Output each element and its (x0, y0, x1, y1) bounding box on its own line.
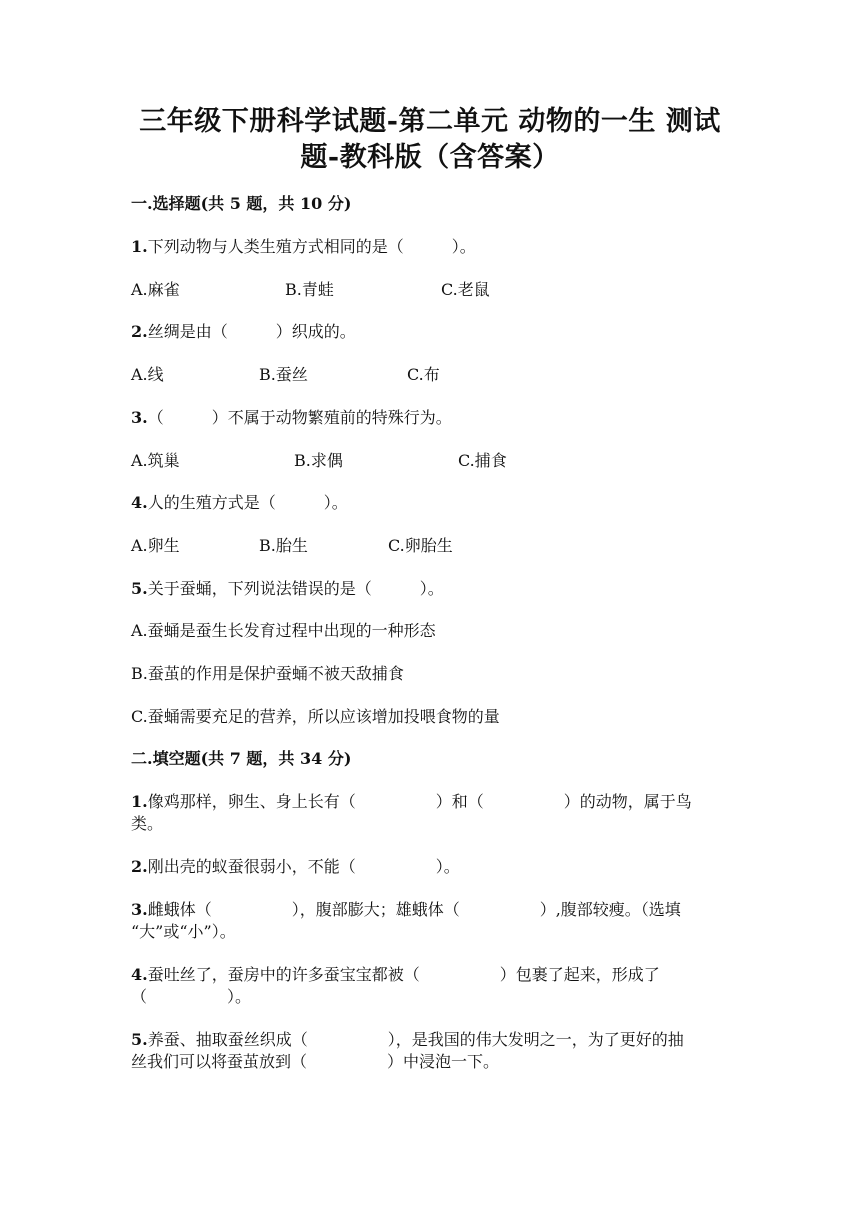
section-heading-choice: 一.选择题(共 5 题，共 10 分) (131, 194, 352, 213)
section-heading-fill: 二.填空题(共 7 题，共 34 分) (131, 749, 352, 768)
question-1-2 (131, 321, 731, 343)
question-2-3 (131, 899, 731, 921)
option-a: A.线 (131, 365, 164, 384)
question-text: 关于蚕蛹，下列说法错误的是（ ）。 (147, 579, 444, 598)
question-1-3 (131, 407, 731, 429)
question-number: 1. (131, 792, 148, 811)
option-a: A.筑巢 (131, 451, 180, 470)
question-number: 2. (131, 322, 148, 341)
question-text: 丝绸是由（ ）织成的。 (147, 322, 356, 341)
question-text: （ ）不属于动物繁殖前的特殊行为。 (147, 408, 452, 427)
option-b: B.青蛙 (285, 280, 334, 299)
question-text-line-1: 蚕吐丝了，蚕房中的许多蚕宝宝都被（ ）包裹了起来，形成了 (147, 965, 660, 984)
question-2-5 (131, 1029, 731, 1051)
question-text-line-1: 养蚕、抽取蚕丝织成（ ），是我国的伟大发明之一，为了更好的抽 (147, 1030, 684, 1049)
option-a: A.麻雀 (131, 280, 180, 299)
question-text-line-1: 刚出壳的蚁蚕很弱小，不能（ ）。 (147, 857, 460, 876)
question-2-1 (131, 791, 731, 813)
option-c: C.布 (407, 365, 440, 384)
question-number: 1. (131, 237, 148, 256)
question-text-line-1: 像鸡那样，卵生、身上长有（ ）和（ ）的动物，属于鸟 (147, 792, 692, 811)
question-number: 3. (131, 900, 148, 919)
question-number: 5. (131, 579, 148, 598)
question-1-5 (131, 578, 731, 600)
question-text: 人的生殖方式是（ ）。 (147, 493, 348, 512)
question-2-3-cont: “大”或“小”）。 (131, 922, 236, 941)
title-line-1: 三年级下册科学试题-第二单元 动物的一生 测试 (139, 106, 721, 137)
option-c: C.捕食 (458, 451, 507, 470)
question-text-line-1: 雌蛾体（ ），腹部膨大；雄蛾体（ ）,腹部较瘦。（选填 (147, 900, 681, 919)
option-b: B.胎生 (259, 536, 308, 555)
option-a: A.卵生 (131, 536, 180, 555)
question-2-2 (131, 856, 731, 878)
title-line-2: 题-教科版（含答案） (300, 142, 560, 173)
question-number: 4. (131, 493, 148, 512)
question-1-4 (131, 492, 731, 514)
option-b: B.蚕丝 (259, 365, 308, 384)
question-2-4 (131, 964, 731, 986)
option-b: B.蚕茧的作用是保护蚕蛹不被天敌捕食 (131, 664, 404, 683)
question-1-1 (131, 236, 731, 258)
option-c: C.蚕蛹需要充足的营养，所以应该增加投喂食物的量 (131, 707, 500, 726)
question-text: 下列动物与人类生殖方式相同的是（ ）。 (147, 237, 476, 256)
question-number: 4. (131, 965, 148, 984)
page-title (120, 104, 740, 176)
question-number: 2. (131, 857, 148, 876)
option-c: C.卵胎生 (388, 536, 453, 555)
question-2-5-cont: 丝我们可以将蚕茧放到（ ）中浸泡一下。 (131, 1052, 500, 1071)
option-a: A.蚕蛹是蚕生长发育过程中出现的一种形态 (131, 621, 436, 640)
option-c: C.老鼠 (441, 280, 490, 299)
option-b: B.求偶 (294, 451, 343, 470)
question-number: 5. (131, 1030, 148, 1049)
question-2-1-cont: 类。 (131, 814, 164, 833)
question-2-4-cont: （ ）。 (131, 987, 252, 1006)
question-number: 3. (131, 408, 148, 427)
